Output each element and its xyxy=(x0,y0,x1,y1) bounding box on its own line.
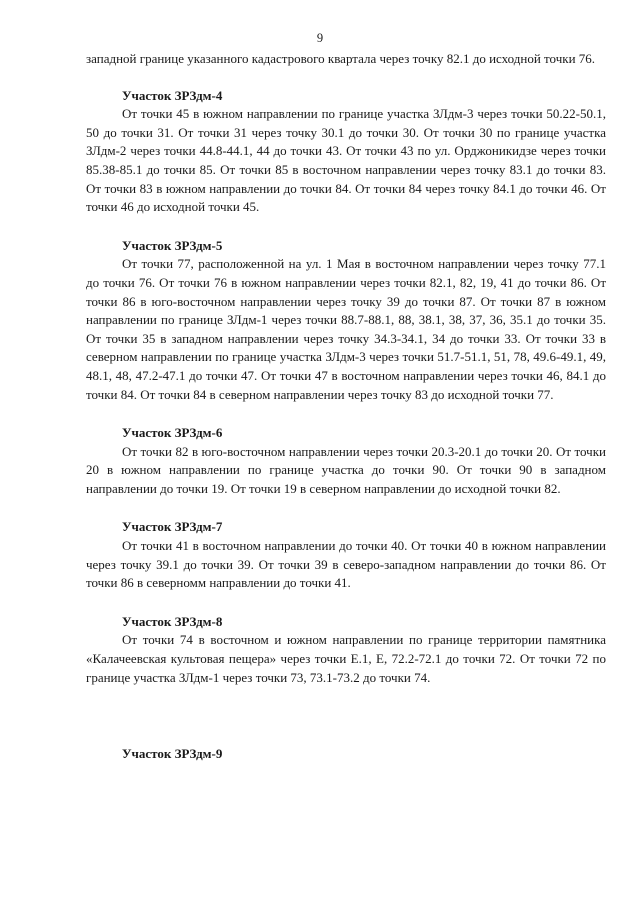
document-body xyxy=(86,50,606,764)
section-paragraph: От точки 74 в восточном и южном направлении по границе территории памятника «Калачеевская культовая пещера» через точки Е.1, Е, 72.2-72.1 до точки 72. От точки 72 по границе участка ЗЛдм-1 через точки 73, 73.1-73.2 до точки 74. xyxy=(86,632,606,685)
section-title: Участок ЗРЗдм-9 xyxy=(122,746,223,762)
section-zrzdm-7 xyxy=(86,518,606,592)
section-zrzdm-8 xyxy=(86,613,606,687)
section-paragraph: От точки 45 в южном направлении по границе участка ЗЛдм-3 через точки 50.22-50.1, 50 до точки 31. От точки 31 через точку 30.1 до точки 30. От точки 30 по границе участка ЗЛдм-2 через точки 44.8-44.1, 44 до точки 43. От точки 43 по ул. Орджоникидзе через точки 85.38-85.1 до точки 85. От точки 85 в восточном направлении через точку 83.1 до точки 83. От точки 83 в южном направлении до точки 84. От точки 84 через точку 84.1 до точки 46. От точки 46 до исходной точки 45. xyxy=(86,106,606,215)
section-zrzdm-6 xyxy=(86,424,606,498)
section-title: Участок ЗРЗдм-6 xyxy=(122,425,223,441)
section-zrzdm-9 xyxy=(86,745,606,764)
section-title: Участок ЗРЗдм-8 xyxy=(122,613,223,629)
section-zrzdm-4 xyxy=(86,87,606,217)
intro-paragraph: западной границе указанного кадастрового квартала через точку 82.1 до исходной точки 76. xyxy=(86,51,596,66)
section-paragraph: От точки 82 в юго-восточном направлении через точки 20.3-20.1 до точки 20. От точки 20 в южном направлении по границе участка до точки 90. От точки 90 в западном направлении до точки 19. От точки 19 в северном направлении до исходной точки 82. xyxy=(86,443,606,496)
section-paragraph: От точки 77, расположенной на ул. 1 Мая в восточном направлении через точку 77.1 до точки 76. От точки 76 в южном направлении через точки 82.1, 82, 19, 41 до точки 86. От точки 86 в юго-восточном направлении через точку 39 до точки 87. От точки 87 в южном направлении по границе ЗЛдм-1 через точки 88.7-88.1, 88, 38.1, 38, 37, 36, 35.1 до точки 35. От точки 35 в западном направлении через точку 34.3-34.1, 34 до точки 33. От точки 33 в северном направлении по границе участка ЗЛдм-3 через точки 51.7-51.1, 51, 78, 49.6-49.1, 49, 48.1, 48, 47.2-47.1 до точки 47. От точки 47 в восточном направлении через точки 46, 84.1 до точки 84. От точки 84 в северном направлении через точку 83 до исходной точки 77. xyxy=(86,256,606,402)
section-title: Участок ЗРЗдм-7 xyxy=(122,519,223,535)
section-zrzdm-5 xyxy=(86,237,606,404)
page-number: 9 xyxy=(316,31,324,45)
section-title: Участок ЗРЗдм-5 xyxy=(122,237,223,253)
section-paragraph: От точки 41 в восточном направлении до точки 40. От точки 40 в южном направлении через точку 39.1 до точки 39. От точки 39 в северо-западном направлении до точки 86. От точки 86 в северномм направлении до точки 41. xyxy=(86,538,606,591)
section-title: Участок ЗРЗдм-4 xyxy=(122,87,223,103)
